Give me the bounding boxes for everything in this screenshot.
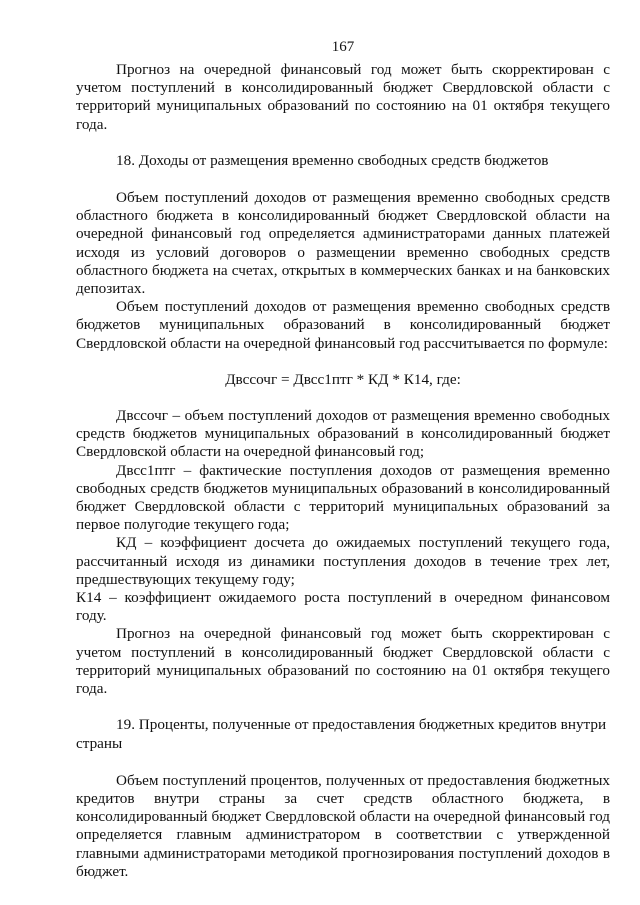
formula: Двссочг = Двсс1птг * КД * К14, где: — [225, 370, 461, 388]
page-number: 167 — [331, 39, 355, 55]
definition-k14: К14 – коэффициент ожидаемого роста поступлений в очередном финансовом году. — [76, 589, 610, 625]
definition-dvssochg: Двссочг – объем поступлений доходов от размещения временно свободных средств бюджетов муниципальных образований в консолидированный бюджет Свердловской области на очередной финансовый год; — [76, 407, 610, 461]
definition-kd: КД – коэффициент досчета до ожидаемых поступлений текущего года, рассчитанный исходя из динамики поступления доходов в течение трех лет, предшествующих текущему году; — [76, 534, 610, 588]
paragraph-interest-income: Объем поступлений процентов, полученных от предоставления бюджетных кредитов внутри страны за счет средств областного бюджета, в консолидированный бюджет Свердловской области на очередной финансовый год определяется главным администратором в соответствии с утвержденной главными администраторами методикой прогнозирования поступлений доходов в бюджет. — [76, 771, 610, 880]
paragraph-forecast-adjustment-1: Прогноз на очередной финансовый год может быть скорректирован с учетом поступлений в консолидированный бюджет Свердловской области с территорий муниципальных образований по состоянию на 01 октября текущего года. — [76, 61, 610, 133]
paragraph-municipal-budget-income: Объем поступлений доходов от размещения временно свободных средств бюджетов муниципальных образований в консолидированный бюджет Свердловской области на очередной финансовый год рассчитывается по формуле: — [76, 298, 610, 352]
paragraph-regional-budget-income: Объем поступлений доходов от размещения временно свободных средств областного бюджета в консолидированный бюджет Свердловской области на очередной финансовый год определяется администраторами данных платежей исходя из условий договоров о размещении временно свободных средств областного бюджета на счетах, открытых в коммерческих банках и на банковских депозитах. — [76, 189, 610, 298]
section-heading-18: 18. Доходы от размещения временно свободных средств бюджетов — [116, 151, 549, 169]
paragraph-forecast-adjustment-2: Прогноз на очередной финансовый год может быть скорректирован с учетом поступлений в консолидированный бюджет Свердловской области с территорий муниципальных образований по состоянию на 01 октября текущего года. — [76, 625, 610, 698]
definition-dvss1ptg: Двсс1птг – фактические поступления доходов от размещения временно свободных средств бюджетов муниципальных образований в консолидированный бюджет Свердловской области с территорий муниципальных образований за первое полугодие текущего года; — [76, 461, 610, 534]
section-heading-19: 19. Проценты, полученные от предоставления бюджетных кредитов внутри страны — [76, 716, 607, 752]
